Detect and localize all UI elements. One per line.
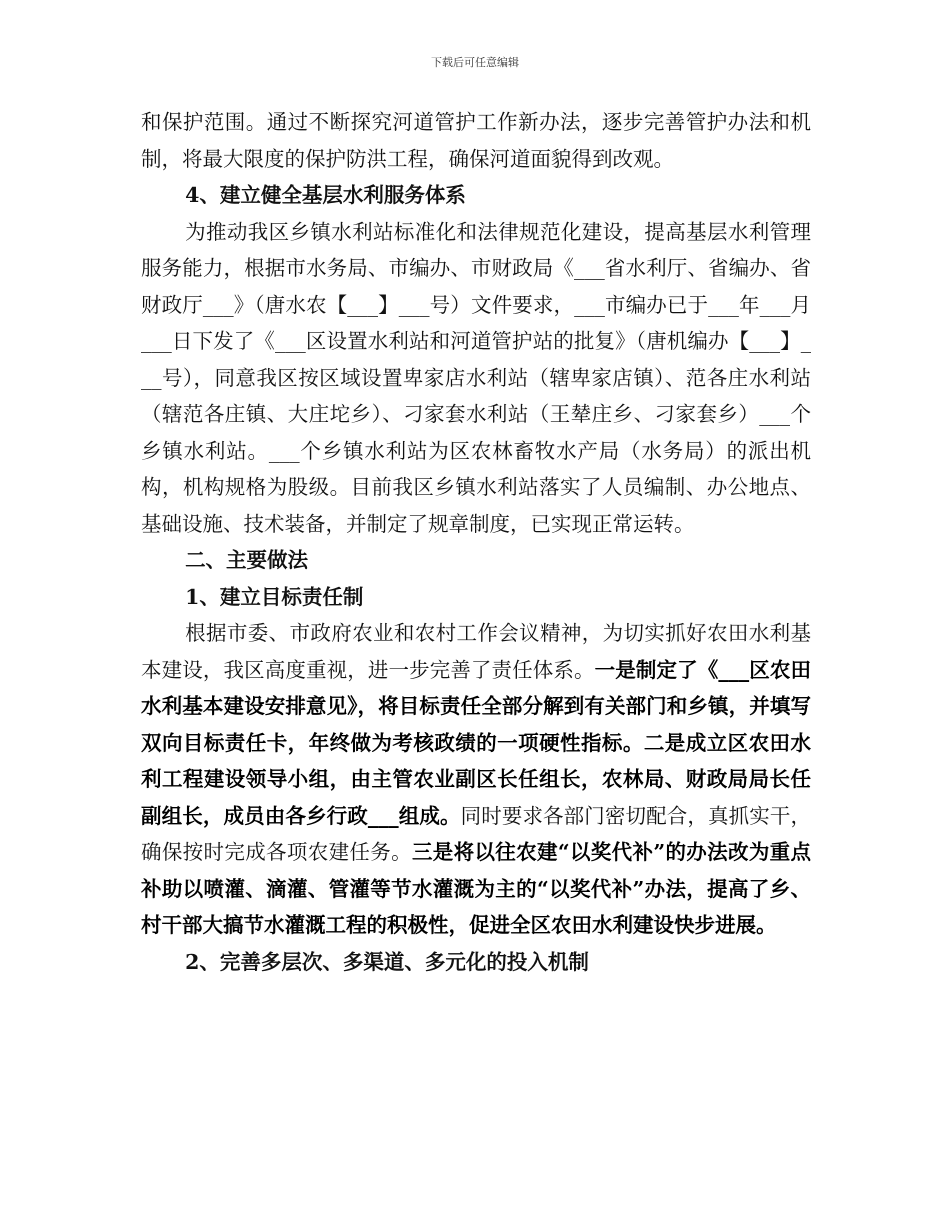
document-body [141,104,811,980]
paragraph-river-protection [141,104,811,177]
bold-text-run: 一是制定了《___区农田水利基本建设安排意见》，将目标责任全部分解到有关部门和乡镇，并填写双向目标责任卡，年终做为考核政绩的一项硬性指标。二是成立区农田水利工程建设领导小组，由主管农业副区长任组长，农林局、财政局局长任副组长，成员由各乡行政___组成。 [141,657,812,828]
text-run: 根据市委、市政府农业和农村工作会议精神，为切实抓好农田水利基本建设，我区高度重视，进一步完善了责任体系。 [141,621,811,682]
text-run: 和保护范围。通过不断探究河道管护工作新办法，逐步完善管护办法和机制，将最大限度的保护防洪工程，确保河道面貌得到改观。 [141,110,811,171]
heading-water-service-system: 4、建立健全基层水利服务体系 [185,183,466,207]
heading-main-practices: 二、主要做法 [185,548,309,572]
heading-target-responsibility: 1、建立目标责任制 [185,584,364,609]
paragraph-water-stations [141,214,811,543]
bold-text-run: 三是将以往农建“以奖代补”的办法改为重点补助以喷灌、滴灌、管灌等节水灌溉为主的“以奖代补”办法，提高了乡、村干部大搞节水灌溉工程的积极性，促进全区农田水利建设快步进展。 [141,840,811,937]
page-header: 下载后可任意编辑 [431,56,519,69]
text-run: 为推动我区乡镇水利站标准化和法律规范化建设，提高基层水利管理服务能力，根据市水务局、市编办、市财政局《___省水利厅、省编办、省财政厅___》（唐水农【___】___号）文件要求，___市编办已于___年___月___日下发了《___区设置水利站和河道管护站的批复》（唐机编办【___】___号），同意我区按区域设置卑家店水利站（辖卑家店镇）、范各庄水利站（辖范各庄镇、大庄坨乡）、刁家套水利站（王辇庄乡、刁家套乡）___个乡镇水利站。___个乡镇水利站为区农林畜牧水产局（水务局）的派出机构，机构规格为股级。目前我区乡镇水利站落实了人员编制、办公地点、基础设施、技术装备，并制定了规章制度，已实现正常运转。 [141,219,811,536]
text-run: 同时要求各部门密切配合，真抓实干，确保按时完成各项农建任务。 [141,803,812,864]
heading-investment-mechanism: 2、完善多层次、多渠道、多元化的投入机制 [185,949,589,974]
paragraph-responsibility-system [141,615,811,944]
